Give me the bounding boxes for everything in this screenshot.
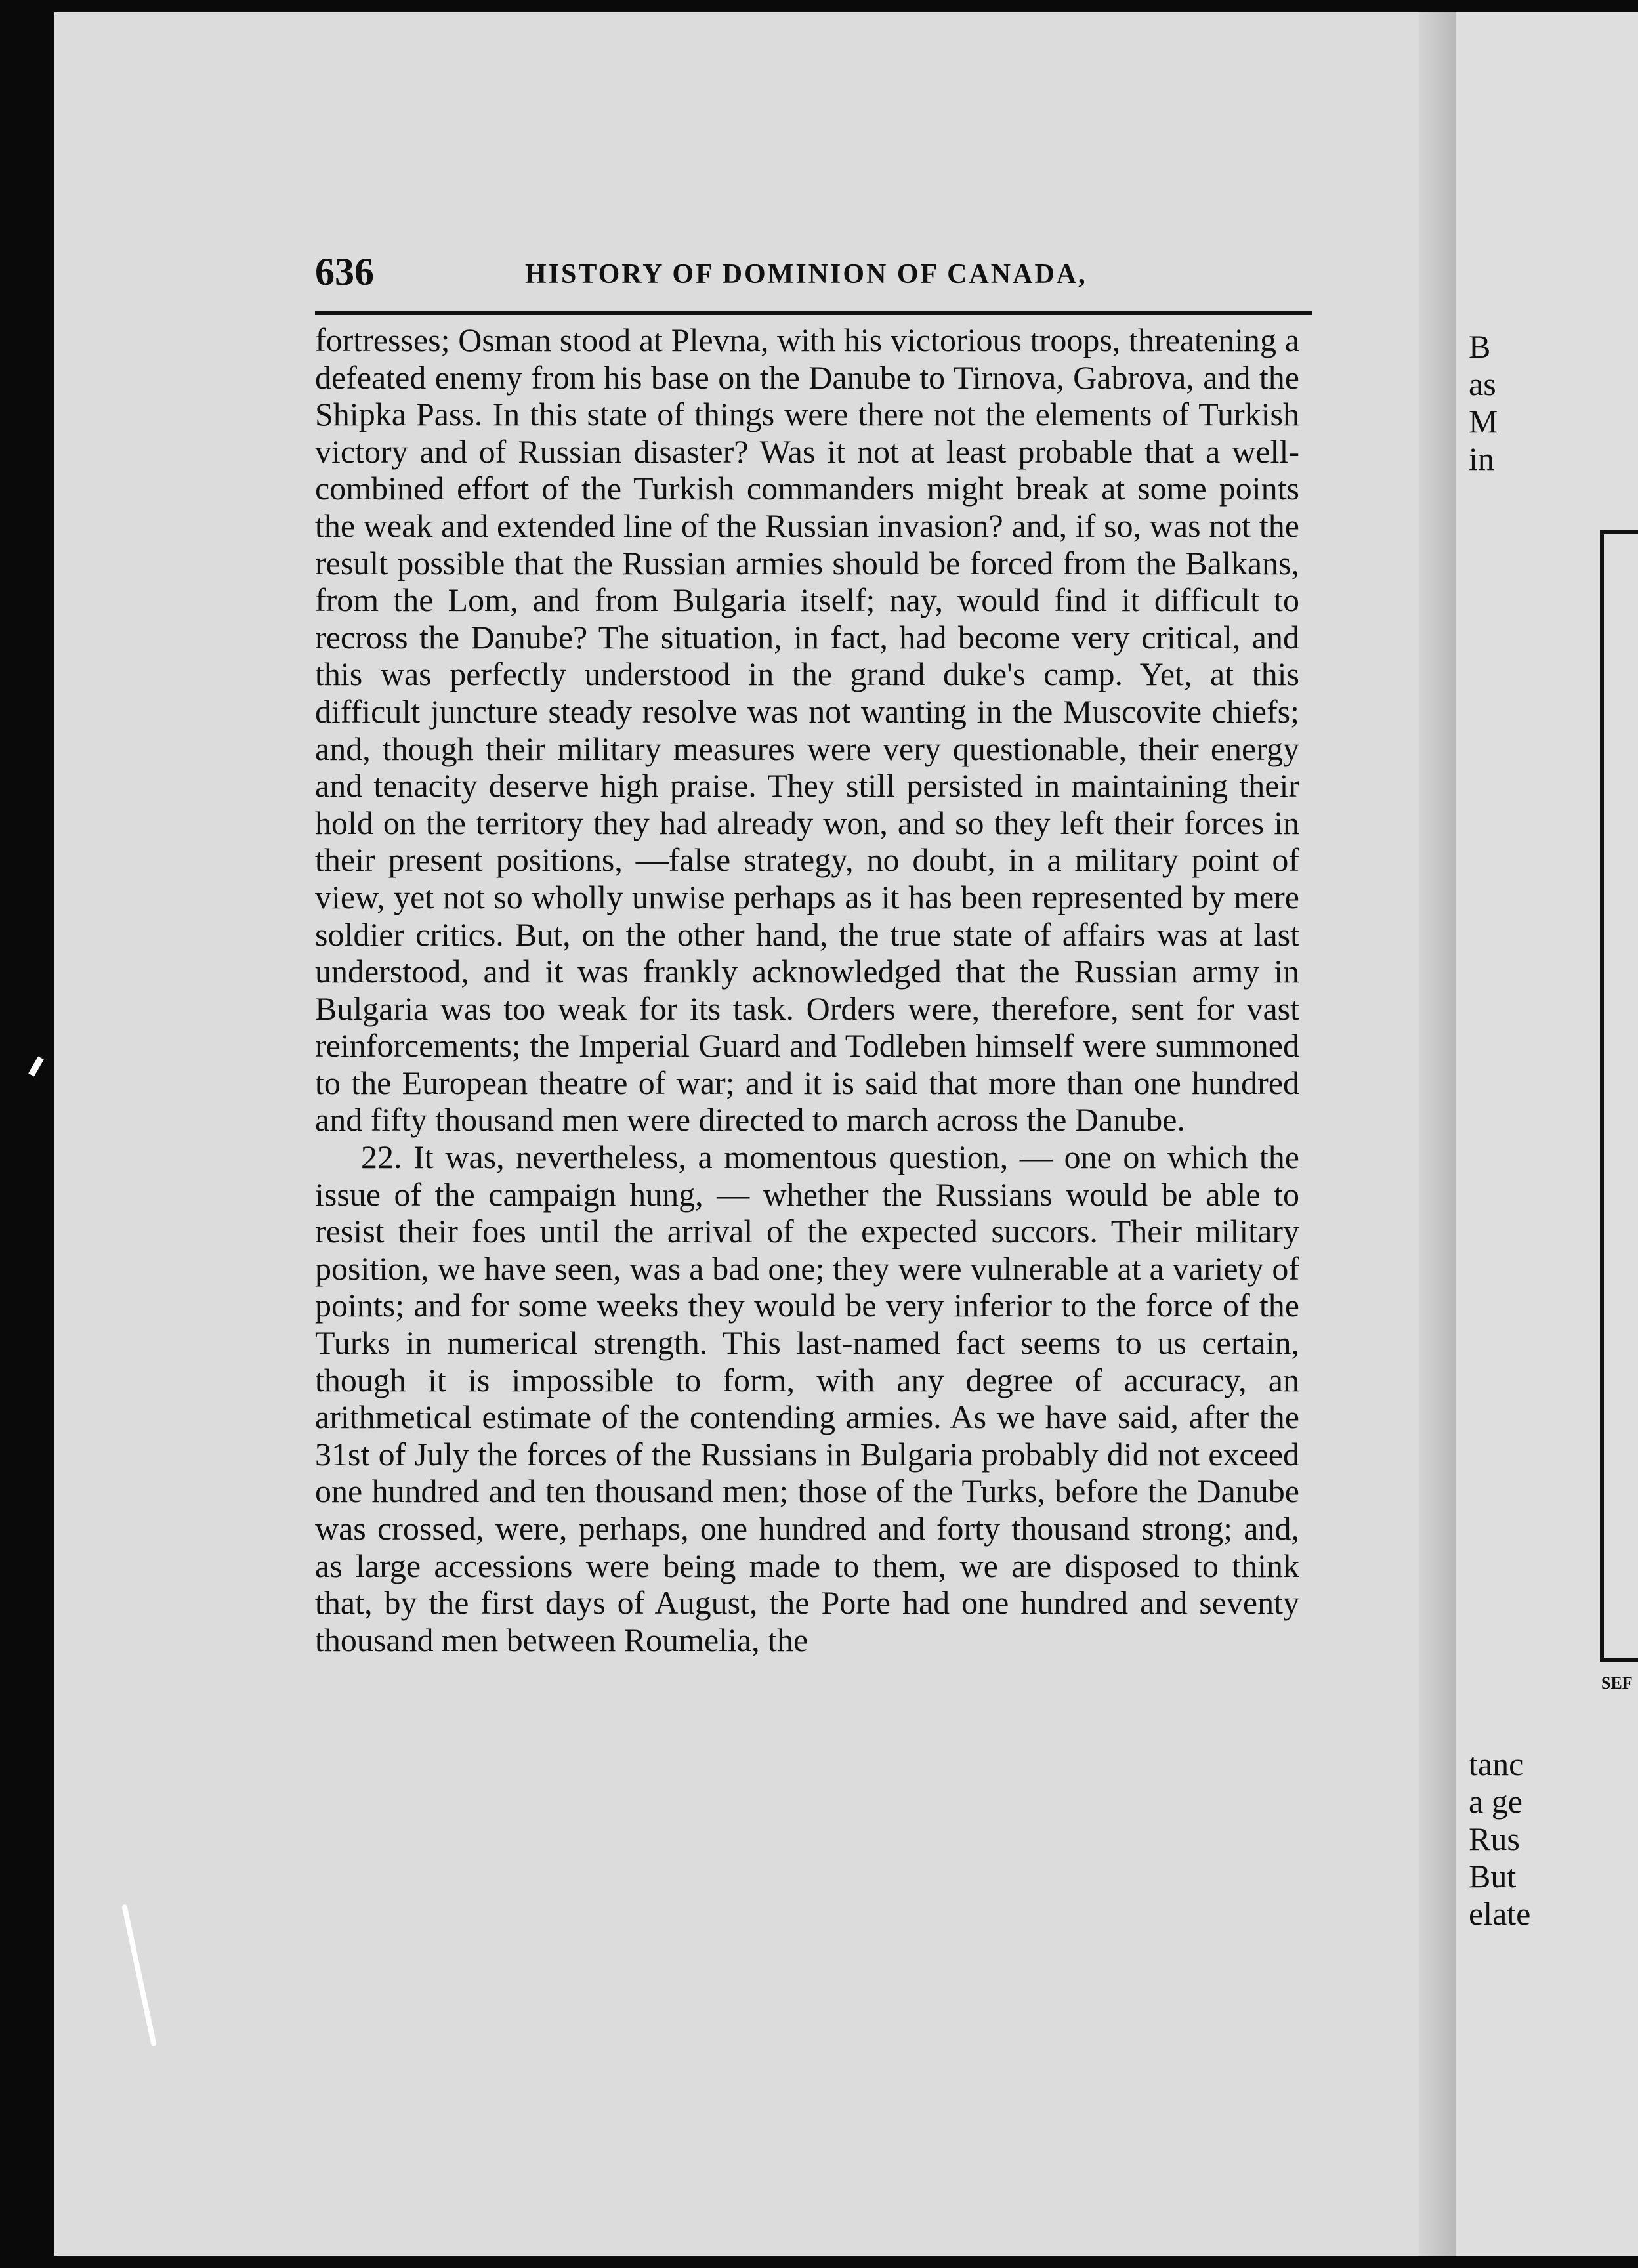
paragraph-22 — [315, 1139, 1299, 1658]
facing-fragment-9: elate — [1469, 1895, 1531, 1932]
facing-fragment-2: as — [1469, 366, 1496, 402]
paragraph-1-text: fortresses; Osman stood at Plevna, with his victorious troops, threatening a defeated enemy from his base on the Danube to Tirnova, Gabrova, and the Shipka Pass. In this state of things were there not the elements of Turkish victory and of Russian disaster? Was it not at least probable that a well-combined effort of the Turkish commanders might break at some points the weak and extended line of the Russian invasion? and, if so, was not the result possible that the Russian armies should be forced from the Balkans, from the Lom, and from Bulgaria itself; nay, would find it difficult to recross the Danube? The situation, in fact, had become very critical, and this was perfectly understood in the grand duke's camp. Yet, at this difficult juncture steady resolve was not wanting in the Muscovite chiefs; and, though their military measures were very questionable, their energy and tenacity deserve high praise. They still persisted in maintaining their hold on the territory they had already won, and so they left their forces in their present positions, —false strategy, no doubt, in a military point of view, yet not so wholly unwise perhaps as it has been represented by mere soldier critics. But, on the other hand, the true state of affairs was at last understood, and it was frankly acknowledged that the Russian army in Bulgaria was too weak for its task. Orders were, therefore, sent for vast reinforcements; the Imperial Guard and Todleben himself were summoned to the European theatre of war; and it is said that more than one hundred and fifty thousand men were directed to march across the Danube. — [315, 322, 1299, 1139]
scan-artifact — [28, 1057, 44, 1077]
facing-fragment-7: Rus — [1469, 1820, 1520, 1857]
facing-page-frame — [1600, 530, 1638, 1662]
facing-fragment-8: But — [1469, 1858, 1517, 1895]
running-header — [315, 249, 1312, 302]
facing-fragment-1: B — [1469, 328, 1491, 365]
page-number: 636 — [315, 250, 374, 293]
body-text — [315, 322, 1299, 1658]
facing-fragment-3: M — [1469, 403, 1498, 440]
facing-small-caps: SEF — [1601, 1673, 1633, 1692]
facing-fragment-4: in — [1469, 440, 1494, 477]
paragraph-1 — [315, 322, 1299, 1139]
running-title: HISTORY OF DOMINION OF CANADA, — [525, 259, 1087, 289]
paragraph-number: 22. — [361, 1139, 402, 1176]
facing-fragment-6: a ge — [1469, 1783, 1522, 1820]
facing-fragment-5: tanc — [1469, 1746, 1524, 1782]
header-rule — [315, 311, 1312, 315]
paragraph-22-text: It was, nevertheless, a momentous question, — one on which the issue of the campaign hung, — whether the Russians would be able to resist their foes until the arrival of the expected succors. Their military position, we have seen, was a bad one; they were vulnerable at a variety of points; and for some weeks they would be very inferior to the force of the Turks in numerical strength. This last-named fact seems to us certain, though it is impossible to form, with any degree of accuracy, an arithmetical estimate of the contending armies. As we have said, after the 31st of July the forces of the Russians in Bulgaria probably did not exceed one hundred and ten thousand men; those of the Turks, before the Danube was crossed, were, perhaps, one hundred and forty thousand strong; and, as large accessions were being made to them, we are disposed to think that, by the first days of August, the Porte had one hundred and seventy thousand men between Roumelia, the — [315, 1139, 1300, 1658]
